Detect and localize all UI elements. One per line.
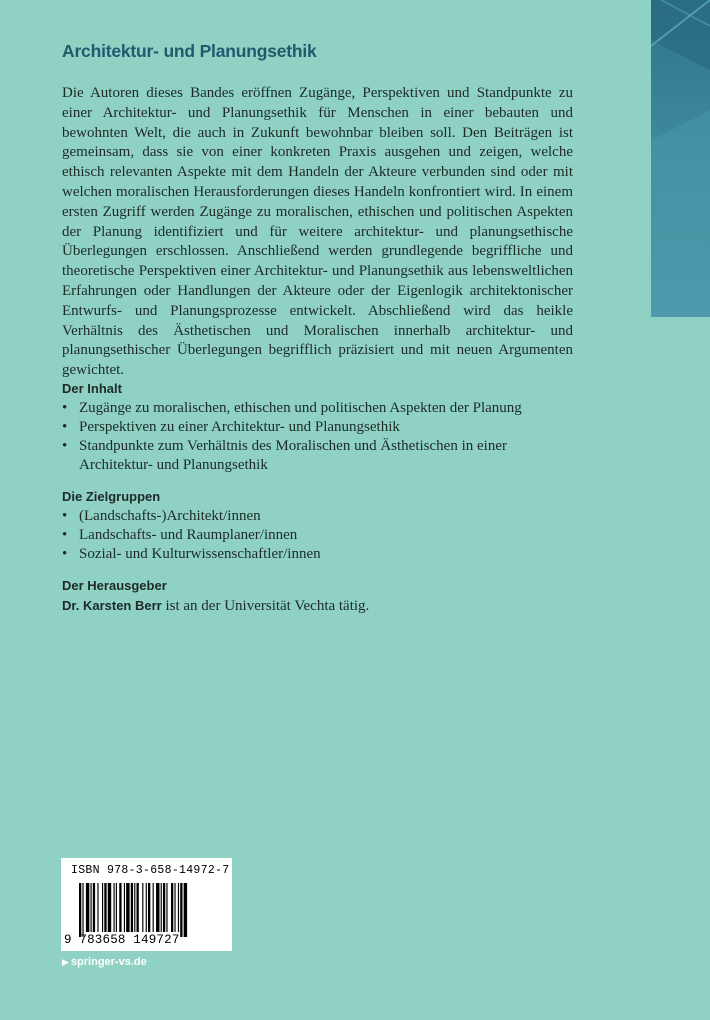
bullet-icon: • [62, 546, 68, 562]
inhalt-list [62, 399, 582, 475]
list-item: • Perspektiven zu einer Architektur- und Planungsethik [62, 419, 400, 435]
description-text: Die Autoren dieses Bandes eröffnen Zugänge, Perspektiven und Standpunkte zu einer Architektur- und Planungsethik für Menschen in einer bebauten und bewohnten Welt, die auch in Zukunft bewohnbar bleiben soll. Den Beiträgen ist gemeinsam, dass sie von einer konkreten Praxis ausgehen und zeigen, welche ethisch relevanten Aspekte mit dem Handeln der Akteure verbunden sind oder mit welchen moralischen Herausforderungen dieses Handeln konfrontiert wird. In einem ersten Zugriff werden Zugänge zu moralischen, ethischen und politischen Aspekten der Planung identifiziert und für weitere architektur- und planungsethische Überlegungen erschlossen. Anschließend werden grundlegende begriffliche und theoretische Perspektiven einer Architektur- und Planungsethik aus lebensweltlichen Erfahrungen oder Handlungen der Akteure oder der Eigenlogik architektonischer Entwurfs- und Planungsprozesse entwickelt. Abschließend wird das heikle Verhältnis des Ästhetischen und Moralischen innerhalb architektur- und planungsethischer Überlegungen begrifflich präzisiert und mit neuen Argumenten gewichtet. [62, 85, 573, 379]
isbn-label: ISBN 978-3-658-14972-7 [71, 864, 230, 877]
bullet-icon: • [62, 438, 68, 454]
section-zielgruppen [62, 489, 582, 564]
section-herausgeber [62, 578, 582, 616]
list-item: • Standpunkte zum Verhältnis des Moralischen und Ästhetischen in einer Architektur- und Planungsethik [62, 438, 507, 473]
bullet-icon: • [62, 400, 68, 416]
list-item: • (Landschafts-)Architekt/innen [62, 508, 261, 524]
book-title: Architektur- und Planungsethik [62, 41, 317, 61]
isbn-barcode [61, 858, 232, 951]
section-heading-inhalt: Der Inhalt [62, 381, 122, 396]
section-inhalt [62, 381, 582, 475]
website-text: springer-vs.de [70, 956, 147, 968]
bullet-icon: • [62, 419, 68, 435]
editor-info [62, 596, 582, 616]
list-item: • Sozial- und Kulturwissenschaftler/innen [62, 546, 321, 562]
section-heading-herausgeber: Der Herausgeber [62, 578, 167, 593]
zielgruppen-list [62, 507, 582, 564]
triangle-right-icon: ▶ [62, 957, 69, 967]
corner-decoration [651, 0, 710, 317]
list-item: • Zugänge zu moralischen, ethischen und politischen Aspekten der Planung [62, 400, 522, 416]
bullet-icon: • [62, 527, 68, 543]
section-heading-zielgruppen: Die Zielgruppen [62, 489, 161, 504]
barcode-digits: 9 783658 149727 [64, 933, 180, 947]
editor-name: Dr. Karsten Berr [62, 598, 162, 613]
website-link[interactable] [62, 956, 147, 968]
editor-affiliation: ist an der Universität Vechta tätig. [161, 598, 370, 614]
list-item: • Landschafts- und Raumplaner/innen [62, 527, 298, 543]
bullet-icon: • [62, 508, 68, 524]
